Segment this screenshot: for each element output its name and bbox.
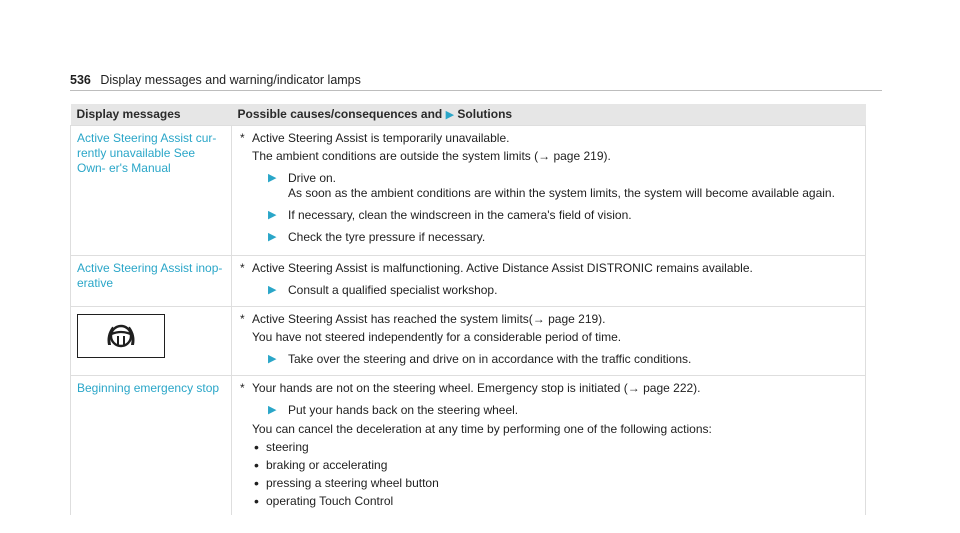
arrow-right-icon: ▶ (268, 172, 277, 184)
display-message-text: Active Steering Assist cur- rently unavailable See Own- er's Manual (77, 131, 217, 175)
display-message-cell (71, 307, 232, 376)
cause-cell: * Your hands are not on the steering wheel. Emergency stop is initiated (→ page 222). ▶ Put your hands back on the steering wheel. You can cancel the deceleration at any time by performing one of the following actions: • steering • braking or accelerating • pressing a steering wheel button • operating Touch Control (232, 376, 866, 516)
display-message-text: Beginning emergency stop (77, 381, 220, 395)
solution-step: ▶ Consult a qualified specialist workshop. (268, 283, 498, 297)
arrow-right-icon: ▶ (268, 284, 277, 296)
list-item: • steering (254, 439, 309, 455)
cause-text: Your hands are not on the steering wheel. Emergency stop is initiated (→ page 222). (252, 381, 701, 395)
cause-cell: * Active Steering Assist has reached the system limits(→ page 219). You have not steered independently for a considerable period of time. ▶ Take over the steering and drive on in accordance with the traffic conditions. (232, 307, 866, 376)
arrow-right-icon: ▶ (445, 109, 455, 121)
bullet-icon: • (254, 493, 259, 509)
display-message-cell (71, 126, 232, 256)
cause-text: Active Steering Assist has reached the system limits(→ page 219). (252, 312, 606, 326)
display-message-cell (71, 376, 232, 516)
header-divider (70, 90, 882, 91)
arrow-right-icon: ▶ (268, 231, 277, 243)
table-row (71, 126, 866, 256)
list-item: • pressing a steering wheel button (254, 475, 439, 491)
table-row (71, 307, 866, 376)
table-row (71, 256, 866, 307)
cause-cell: * Active Steering Assist is malfunctioning. Active Distance Assist DISTRONIC remains available. ▶ Consult a qualified specialist workshop. (232, 256, 866, 307)
table-header-row (71, 104, 866, 126)
arrow-right-icon: ▶ (268, 404, 277, 416)
solution-step: ▶ Drive on. As soon as the ambient conditions are within the system limits, the system will become available again. (268, 171, 835, 200)
bullet-icon: • (254, 475, 259, 491)
display-message-text: Active Steering Assist inop- erative (77, 261, 223, 290)
bullet-icon: • (254, 439, 259, 455)
solution-step: ▶ Put your hands back on the steering wheel. (268, 403, 519, 417)
solution-step: ▶ If necessary, clean the windscreen in the camera's field of vision. (268, 208, 632, 222)
display-messages-table (70, 104, 866, 515)
note-text: You can cancel the deceleration at any time by performing one of the following actions: (252, 422, 712, 436)
cause-text: You have not steered independently for a considerable period of time. (252, 330, 622, 344)
display-message-cell (71, 256, 232, 307)
steering-wheel-hands-icon (77, 314, 165, 358)
cause-text: Active Steering Assist is temporarily unavailable. (252, 131, 510, 145)
page-header (70, 73, 361, 87)
page-number: 536 (70, 73, 91, 87)
column-header-causes: Possible causes/consequences and ▶ Solutions (232, 104, 866, 126)
cause-cell: * Active Steering Assist is temporarily unavailable. The ambient conditions are outside the system limits (→ page 219). ▶ Drive on. As soon as the ambient conditions are within the system limits, the system will become available again. ▶ If necessary, clean the windscreen in the camera's field of vision. ▶ Check the tyre pressure if necessary. (232, 126, 866, 256)
solution-step: ▶ Check the tyre pressure if necessary. (268, 230, 486, 244)
arrow-right-icon: ▶ (268, 353, 277, 365)
steering-wheel-hands-icon-graphic (103, 321, 139, 351)
page-title: Display messages and warning/indicator lamps (100, 73, 361, 87)
cause-text: The ambient conditions are outside the system limits (→ page 219). (252, 149, 611, 163)
list-item: • operating Touch Control (254, 493, 394, 509)
solution-step: ▶ Take over the steering and drive on in accordance with the traffic conditions. (268, 352, 692, 366)
column-header-messages: Display messages (71, 104, 232, 126)
list-item: • braking or accelerating (254, 457, 388, 473)
table-row (71, 376, 866, 516)
cause-text: Active Steering Assist is malfunctioning. Active Distance Assist DISTRONIC remains available. (252, 261, 753, 275)
bullet-icon: • (254, 457, 259, 473)
arrow-right-icon: ▶ (268, 209, 277, 221)
